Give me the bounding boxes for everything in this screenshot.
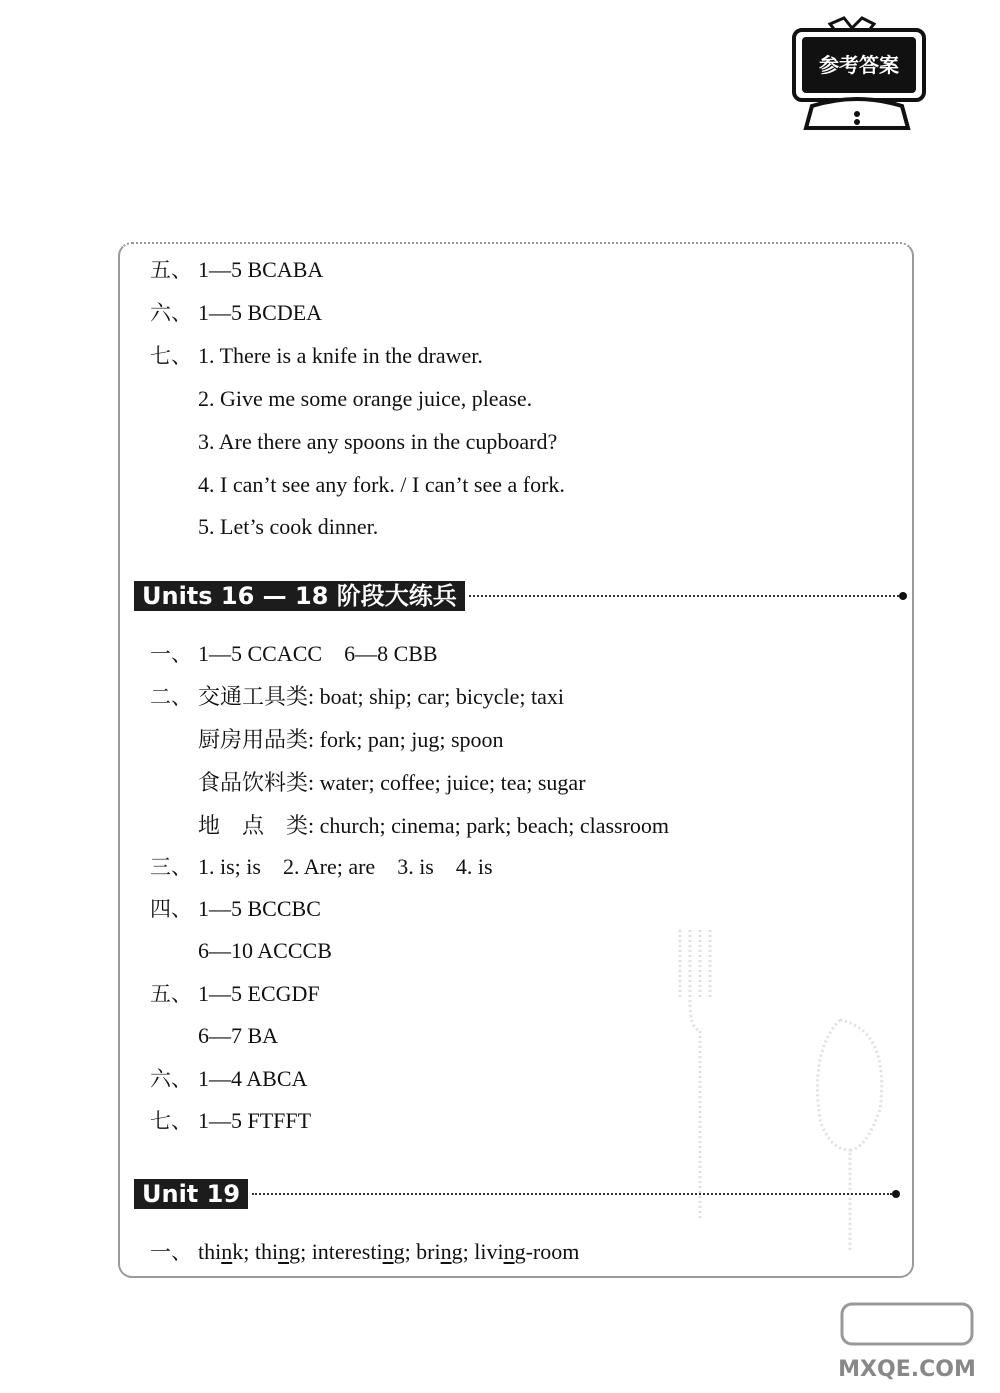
- answer-line-7-3: [150, 429, 557, 455]
- question-number: 一、: [150, 642, 192, 666]
- answer-text: 食品饮料类: water; coffee; juice; tea; sugar: [198, 770, 586, 795]
- question-number: 五、: [150, 258, 192, 282]
- section-header-unit-19: [134, 1179, 900, 1209]
- section-divider: [469, 595, 899, 597]
- answer-line-7b: [150, 1108, 311, 1134]
- badge-text: 参考答案: [819, 53, 899, 77]
- watermark-logo-icon: [822, 1296, 992, 1386]
- underlined-letter: n: [440, 1239, 452, 1264]
- answer-line-5b-2: [150, 1023, 278, 1049]
- answer-line-2-food: [150, 770, 586, 796]
- answer-line-2-places: [150, 813, 669, 839]
- answer-text: 1—5 FTFFT: [198, 1108, 312, 1133]
- answer-text: 5. Let’s cook dinner.: [198, 514, 379, 539]
- word-part: g; interesti: [289, 1239, 383, 1264]
- underlined-letter: n: [278, 1239, 290, 1264]
- answer-text: 1. is; is 2. Are; are 3. is 4. is: [198, 854, 493, 879]
- answer-text: 1—5 BCDEA: [198, 300, 323, 325]
- section-title: Unit 19: [134, 1179, 248, 1209]
- answer-line-6b: [150, 1066, 307, 1092]
- word-part: k; thi: [232, 1239, 279, 1264]
- question-number: 六、: [150, 1067, 192, 1091]
- answer-line-2-kitchen: [150, 727, 504, 753]
- answer-text: 1—5 BCCBC: [198, 896, 321, 921]
- question-number: 六、: [150, 301, 192, 325]
- section-title: Units 16 — 18 阶段大练兵: [134, 581, 465, 611]
- answer-text: 1—5 BCABA: [198, 257, 324, 282]
- answer-line-6: [150, 300, 322, 326]
- answer-text: 4. I can’t see any fork. / I can’t see a fork.: [198, 472, 565, 497]
- answer-line-2: [150, 684, 564, 710]
- word-part: g-room: [514, 1239, 580, 1264]
- watermark-text: MXQE.COM: [838, 1357, 976, 1382]
- question-number: 七、: [150, 1109, 192, 1133]
- answer-line-4-2: [150, 938, 332, 964]
- answer-text: 1. There is a knife in the drawer.: [198, 343, 483, 368]
- section-end-dot: [892, 1190, 900, 1198]
- answer-badge-icon: [782, 14, 932, 134]
- underlined-letter: n: [382, 1239, 394, 1264]
- question-number: 七、: [150, 344, 192, 368]
- answer-line-1: [150, 641, 438, 667]
- question-number: 三、: [150, 855, 192, 879]
- answer-line-unit19-1: [150, 1239, 579, 1265]
- answer-line-7: [150, 343, 483, 369]
- question-number: 一、: [150, 1240, 192, 1264]
- question-number: 二、: [150, 685, 192, 709]
- answer-line-7-5: [150, 514, 378, 540]
- answer-text: 地 点 类: church; cinema; park; beach; classroom: [198, 813, 670, 838]
- answer-line-4: [150, 896, 321, 922]
- question-number: 五、: [150, 982, 192, 1006]
- section-divider: [252, 1193, 892, 1195]
- answer-line-3: [150, 854, 493, 880]
- answer-text: 1—4 ABCA: [198, 1066, 308, 1091]
- answer-text: 3. Are there any spoons in the cupboard?: [198, 429, 558, 454]
- utensils-decoration-icon: [640, 920, 910, 1260]
- answer-line-5: [150, 257, 323, 283]
- answer-text: 1—5 CCACC 6—8 CBB: [198, 641, 438, 666]
- answer-line-7-2: [150, 386, 532, 412]
- word-part: thi: [198, 1239, 222, 1264]
- answer-text: 交通工具类: boat; ship; car; bicycle; taxi: [198, 684, 564, 709]
- word-part: g; bri: [393, 1239, 441, 1264]
- section-header-units-16-18: [134, 581, 907, 611]
- section-end-dot: [899, 592, 907, 600]
- answer-line-7-4: [150, 472, 565, 498]
- underlined-letter: n: [221, 1239, 233, 1264]
- answer-text: 6—7 BA: [198, 1023, 279, 1048]
- answer-text: 厨房用品类: fork; pan; jug; spoon: [198, 727, 504, 752]
- answer-text: 1—5 ECGDF: [198, 981, 320, 1006]
- question-number: 四、: [150, 897, 192, 921]
- answer-line-5b: [150, 981, 320, 1007]
- underlined-letter: n: [503, 1239, 515, 1264]
- answer-text: 6—10 ACCCB: [198, 938, 332, 963]
- answer-text: 2. Give me some orange juice, please.: [198, 386, 533, 411]
- word-part: g; livi: [451, 1239, 504, 1264]
